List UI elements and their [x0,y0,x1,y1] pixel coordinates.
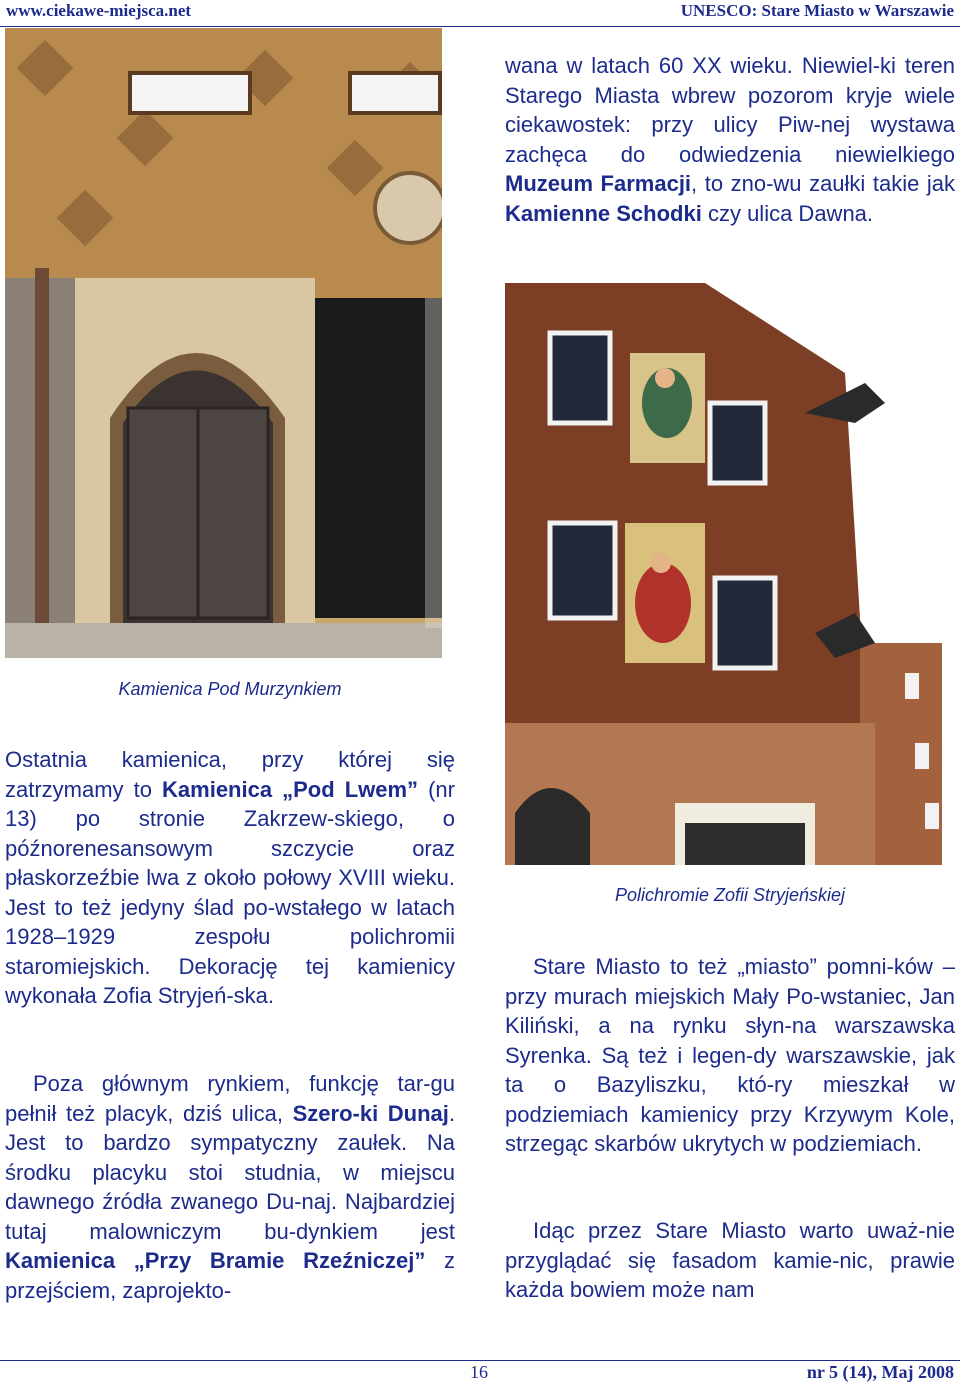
photo-polichromie [505,283,942,865]
page-footer [0,1360,960,1386]
page-header [0,0,960,28]
issue-label: nr 5 (14), Maj 2008 [806,1362,954,1382]
site-url[interactable]: www.ciekawe-miejsca.net [6,1,192,20]
page-number: 16 [470,1362,488,1382]
paragraph-pod-lwem: Ostatnia kamienica, przy której się zatrzymamy to Kamienica „Pod Lwem” (nr 13) po stronie Zakrzew-skiego, o późnorenesansowym szczycie oraz płaskorzeźbie lwa z około połowy XVIII wieku. Jest to też jedyny ślad po-wstałego w latach 1928–1929 zespołu polichromii staromiejskich. Dekorację tej kamienicy wykonała Zofia Stryjeń-ska. [5,747,455,1008]
section-title: UNESCO: Stare Miasto w Warszawie [680,1,954,20]
photo-caption-left: Kamienica Pod Murzynkiem [118,679,342,699]
photo-pod-murzynkiem [5,28,442,658]
photo-caption-right: Polichromie Zofii Stryjeńskiej [614,885,846,905]
header-rule [0,26,960,27]
paragraph-fasady: Idąc przez Stare Miasto warto uważ-nie przyglądać się fasadom kamie-nic, prawie każda bowiem może nam [505,1218,955,1302]
intro-paragraph: wana w latach 60 XX wieku. Niewiel-ki teren Starego Miasta wbrew pozorom kryje wiele ciekawostek: przy ulicy Piw-nej wystawa zachęca do odwiedzenia niewielkiego Muzeum Farmacji, to zno-wu zaułki takie jak Kamienne Schodki czy ulica Dawna. [505,53,956,226]
paragraph-pomniki: Stare Miasto to też „miasto” pomni-ków – przy murach miejskich Mały Po-wstaniec, Jan Kiliński, a na rynku słyn-na warszawska Syrenka. Są też i legen-dy warszawskie, jak ta o Bazyliszku, któ-ry mieszkał w podziemiach kamienicy przy Krzywym Kole, strzegąc skarbów ukrytych w podziemiach. [505,954,955,1156]
paragraph-szeroki-dunaj: Poza głównym rynkiem, funkcję tar-gu pełnił też placyk, dziś ulica, Szero-ki Dunaj. Jest to bardzo sympatyczny zaułek. Na środku placyku stoi studnia, w miejscu dawnego źródła zwanego Du-naj. Najbardziej tutaj malowniczym bu-dynkiem jest Kamienica „Przy Bramie Rzeźniczej” z przejściem, zaprojekto- [5,1071,455,1303]
footer-rule [0,1360,960,1361]
